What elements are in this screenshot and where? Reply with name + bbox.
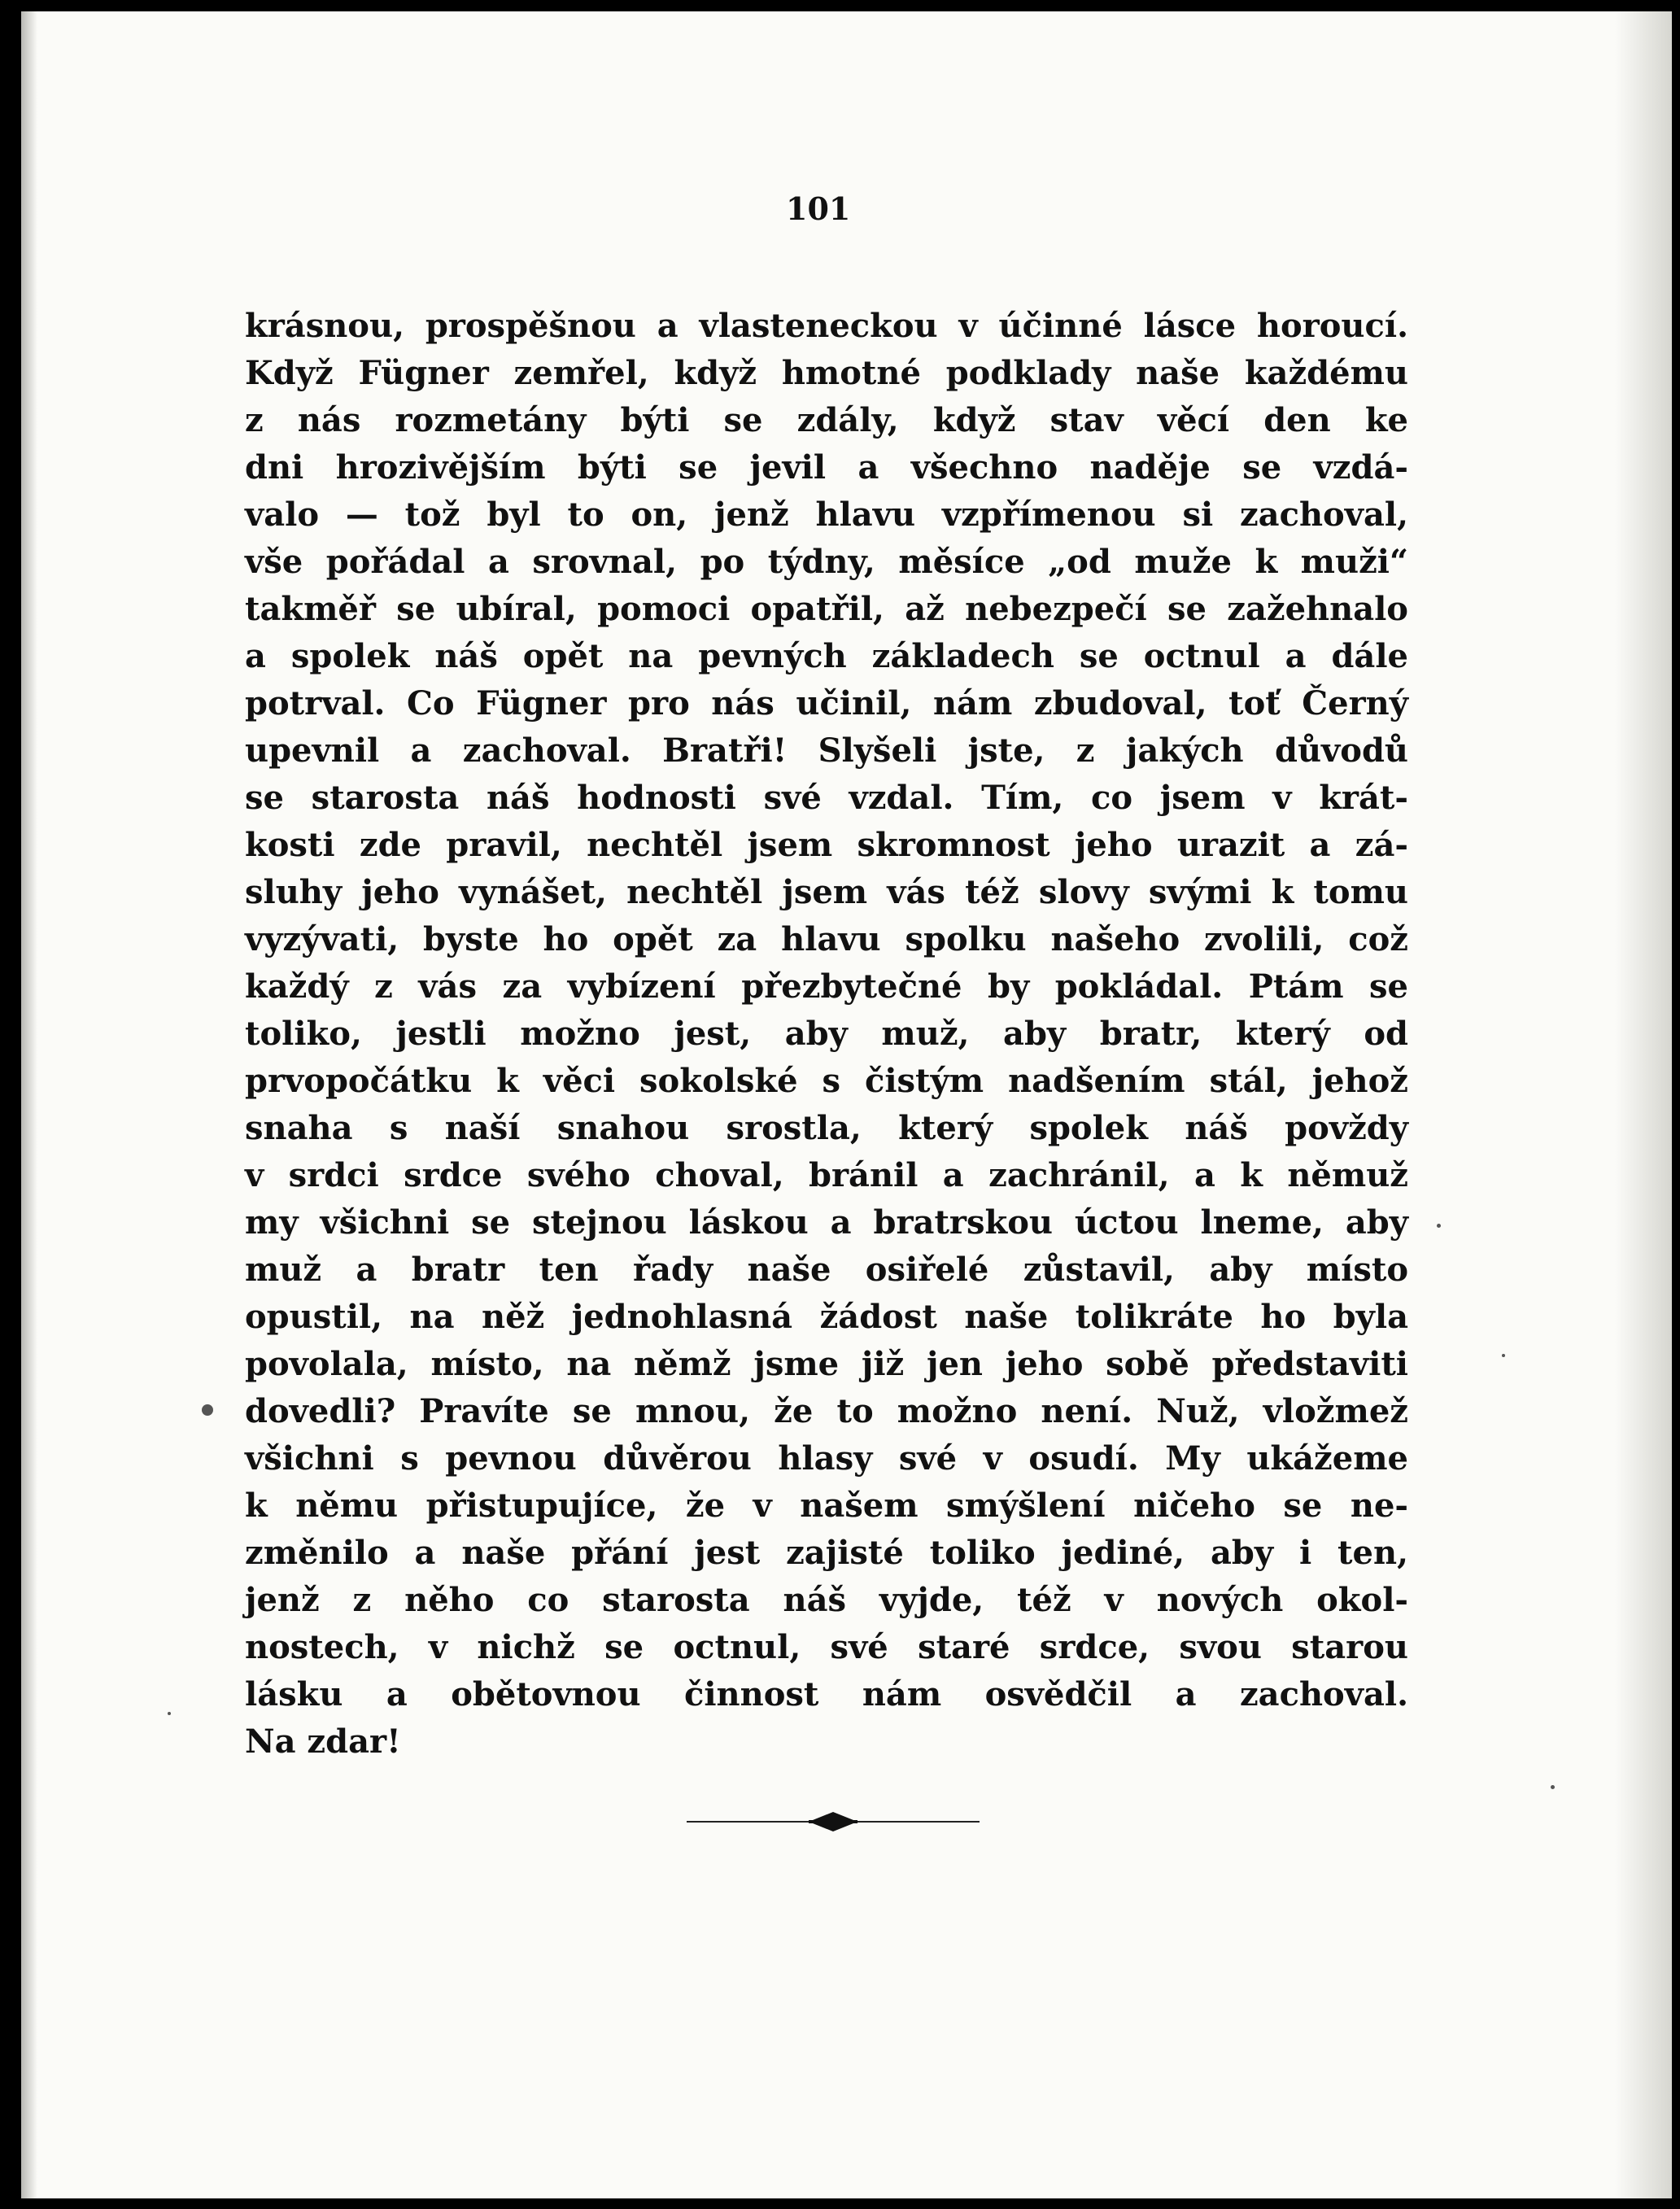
section-end-ornament — [687, 1810, 980, 1834]
page-number: 101 — [786, 190, 851, 227]
text-line: Když Fügner zemřel, když hmotné podklady naše každému — [245, 354, 1408, 392]
text-line: snaha s naší snahou srostla, který spolek náš povždy — [245, 1109, 1408, 1147]
text-line: Na zdar! — [245, 1722, 401, 1761]
text-line: prvopočátku k věci sokolské s čistým nadšením stál, jehož — [245, 1062, 1408, 1100]
text-line: sluhy jeho vynášet, nechtěl jsem vás též slovy svými k tomu — [245, 873, 1408, 911]
text-line: potrval. Co Fügner pro nás učinil, nám zbudoval, toť Černý — [245, 684, 1408, 723]
text-line: vyzývati, byste ho opět za hlavu spolku našeho zvolili, což — [245, 920, 1408, 958]
text-line: povolala, místo, na němž jsme již jen jeho sobě představiti — [245, 1345, 1408, 1383]
text-line: a spolek náš opět na pevných základech se octnul a dále — [245, 637, 1408, 675]
text-line: v srdci srdce svého choval, bránil a zachránil, a k němuž — [245, 1156, 1408, 1194]
text-line: kosti zde pravil, nechtěl jsem skromnost jeho urazit a zá- — [245, 826, 1408, 864]
text-line: dovedli? Pravíte se mnou, že to možno není. Nuž, vložmež — [245, 1392, 1408, 1430]
text-line: muž a bratr ten řady naše osiřelé zůstavil, aby místo — [245, 1251, 1408, 1289]
text-line: upevnil a zachoval. Bratři! Slyšeli jste, z jakých důvodů — [245, 731, 1408, 770]
page-edge-shadow — [1615, 11, 1672, 2198]
text-line: změnilo a naše přání jest zajisté toliko jediné, aby i ten, — [245, 1534, 1408, 1572]
ink-speck — [202, 1404, 213, 1416]
paper-sheet — [21, 11, 1672, 2198]
text-line: z nás rozmetány býti se zdály, když stav věcí den ke — [245, 401, 1408, 439]
ink-speck — [168, 1712, 171, 1715]
text-line: krásnou, prospěšnou a vlasteneckou v účinné lásce horoucí. — [245, 307, 1408, 345]
ink-speck — [1502, 1354, 1505, 1357]
spine-shadow — [21, 11, 37, 2198]
text-line: vše pořádal a srovnal, po týdny, měsíce „od muže k muži“ — [245, 543, 1408, 581]
text-line: nostech, v nichž se octnul, své staré srdce, svou starou — [245, 1628, 1408, 1666]
text-line: všichni s pevnou důvěrou hlasy své v osudí. My ukážeme — [245, 1439, 1408, 1478]
text-line: se starosta náš hodnosti své vzdal. Tím, co jsem v krát- — [245, 779, 1408, 817]
body-text — [245, 303, 1408, 1766]
text-line: toliko, jestli možno jest, aby muž, aby bratr, který od — [245, 1015, 1408, 1053]
text-line: k němu přistupujíce, že v našem smýšlení ničeho se ne- — [245, 1486, 1408, 1525]
text-line: opustil, na něž jednohlasná žádost naše tolikráte ho byla — [245, 1298, 1408, 1336]
ink-speck — [1551, 1785, 1555, 1789]
text-line: valo — tož byl to on, jenž hlavu vzpřímenou si zachoval, — [245, 495, 1408, 534]
text-line: my všichni se stejnou láskou a bratrskou úctou lneme, aby — [245, 1203, 1408, 1242]
text-line: dni hrozivějším býti se jevil a všechno naděje se vzdá- — [245, 448, 1408, 487]
text-line: každý z vás za vybízení přezbytečné by pokládal. Ptám se — [245, 967, 1408, 1006]
ink-speck — [1437, 1224, 1441, 1228]
text-line: jenž z něho co starosta náš vyjde, též v nových okol- — [245, 1581, 1408, 1619]
text-line: takměř se ubíral, pomoci opatřil, až nebezpečí se zažehnalo — [245, 590, 1408, 628]
text-line: lásku a obětovnou činnost nám osvědčil a zachoval. — [245, 1675, 1408, 1714]
